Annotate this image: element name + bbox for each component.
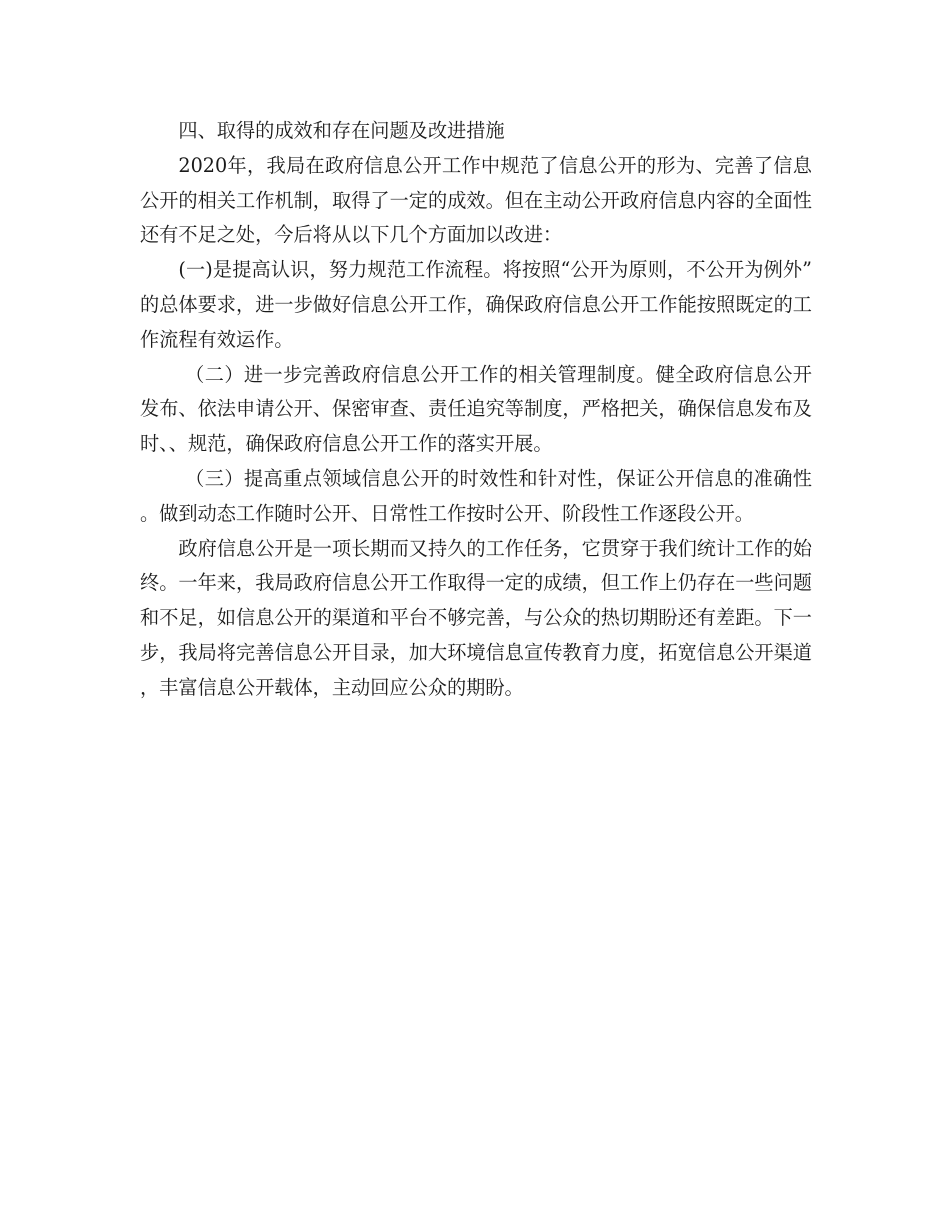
paragraph-measure-3: （三）提高重点领域信息公开的时效性和针对性，保证公开信息的准确性。做到动态工作随时公开、日常性工作按时公开、阶段性工作逐段公开。 <box>140 466 812 525</box>
paragraph-conclusion: 政府信息公开是一项长期而又持久的工作任务，它贯穿于我们统计工作的始终。一年来，我局政府信息公开工作取得一定的成绩，但工作上仍存在一些问题和不足，如信息公开的渠道和平台不够完善，与公众的热切期盼还有差距。下一步，我局将完善信息公开目录，加大环境信息宣传教育力度，拓宽信息公开渠道，丰富信息公开载体，主动回应公众的期盼。 <box>140 536 812 699</box>
paragraph-measure-1: (一)是提高认识，努力规范工作流程。将按照“公开为原则，不公开为例外”的总体要求，进一步做好信息公开工作，确保政府信息公开工作能按照既定的工作流程有效运作。 <box>140 258 812 351</box>
document-body <box>140 114 812 706</box>
paragraph-summary: 2020年，我局在政府信息公开工作中规范了信息公开的形为、完善了信息公开的相关工作机制，取得了一定的成效。但在主动公开政府信息内容的全面性还有不足之处，今后将从以下几个方面加以改进： <box>140 153 812 247</box>
paragraph-measure-2: （二）进一步完善政府信息公开工作的相关管理制度。健全政府信息公开发布、依法申请公开、保密审查、责任追究等制度，严格把关，确保信息发布及时、、规范，确保政府信息公开工作的落实开展。 <box>140 362 812 456</box>
section-heading: 四、取得的成效和存在问题及改进措施 <box>178 119 505 142</box>
